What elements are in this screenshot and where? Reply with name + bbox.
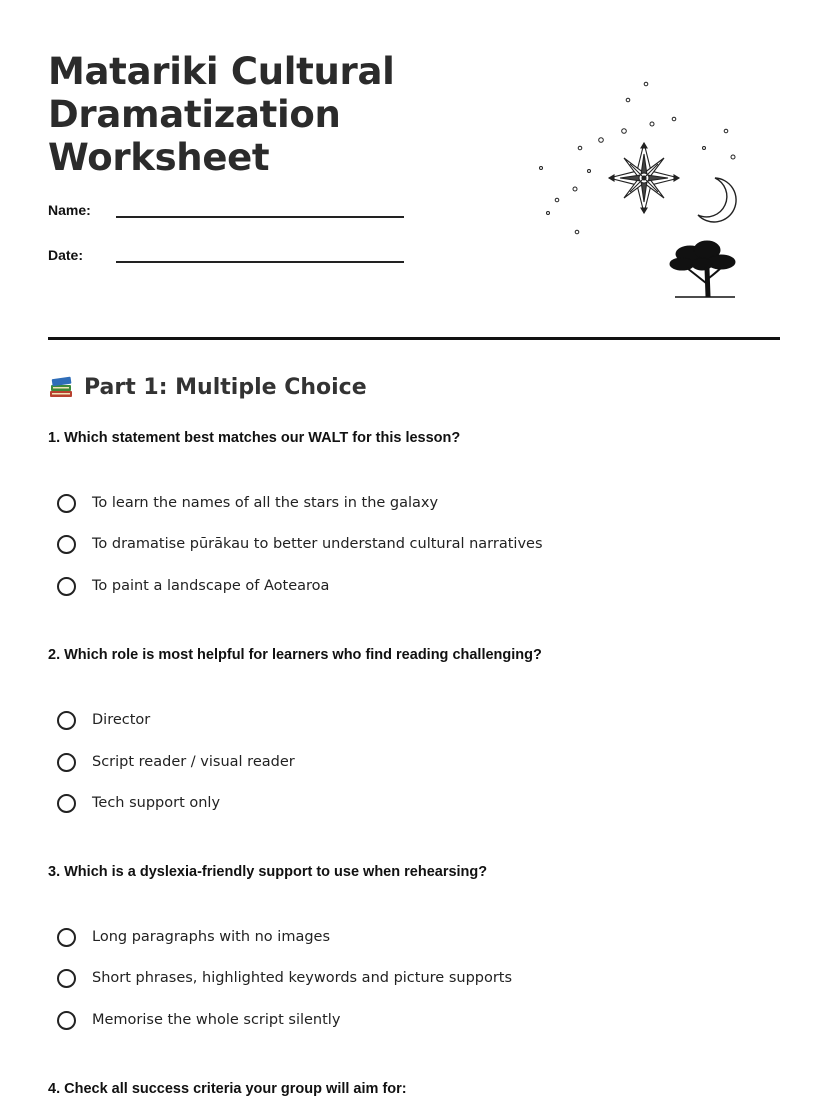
question-4: 4. Check all success criteria your group will aim for: xyxy=(48,1081,407,1097)
part-1-heading-text: Part 1: Multiple Choice xyxy=(84,374,367,400)
option-label: Director xyxy=(92,712,151,728)
part-1-heading xyxy=(48,374,367,400)
option-label: Tech support only xyxy=(92,795,221,811)
radio-button[interactable] xyxy=(57,753,76,772)
radio-button[interactable] xyxy=(57,535,76,554)
radio-button[interactable] xyxy=(57,969,76,988)
option-label: To paint a landscape of Aotearoa xyxy=(92,578,330,594)
title-line-2: Dramatization xyxy=(48,93,341,136)
radio-button[interactable] xyxy=(57,494,76,513)
crescent-moon-icon xyxy=(698,178,736,222)
header-divider xyxy=(48,337,780,340)
question-2-option-3[interactable] xyxy=(57,790,220,816)
radio-button[interactable] xyxy=(57,794,76,813)
option-label: Short phrases, highlighted keywords and picture supports xyxy=(92,970,513,986)
question-3-option-3[interactable] xyxy=(57,1007,340,1033)
question-1-option-2[interactable] xyxy=(57,531,543,557)
option-label: To dramatise pūrākau to better understand cultural narratives xyxy=(92,536,543,552)
name-label: Name: xyxy=(48,202,91,218)
date-field[interactable] xyxy=(116,245,404,263)
compass-star-icon xyxy=(609,143,679,213)
question-2-option-2[interactable] xyxy=(57,749,295,775)
name-field[interactable] xyxy=(116,200,404,218)
radio-button[interactable] xyxy=(57,711,76,730)
radio-button[interactable] xyxy=(57,928,76,947)
title-line-1: Matariki Cultural xyxy=(48,50,395,93)
books-icon xyxy=(48,374,74,400)
matariki-illustration xyxy=(530,78,745,303)
radio-button[interactable] xyxy=(57,577,76,596)
option-label: To learn the names of all the stars in the galaxy xyxy=(92,495,439,511)
date-field-row xyxy=(48,245,404,263)
question-3-option-2[interactable] xyxy=(57,965,512,991)
worksheet-title xyxy=(48,50,468,179)
stars-icon xyxy=(540,82,736,234)
question-3: 3. Which is a dyslexia-friendly support to use when rehearsing? xyxy=(48,864,488,880)
radio-button[interactable] xyxy=(57,1011,76,1030)
question-1-option-1[interactable] xyxy=(57,490,438,516)
date-label: Date: xyxy=(48,247,84,263)
tree-icon xyxy=(670,241,735,297)
name-field-row xyxy=(48,200,404,218)
option-label: Script reader / visual reader xyxy=(92,754,295,770)
question-1: 1. Which statement best matches our WALT for this lesson? xyxy=(48,430,461,446)
option-label: Memorise the whole script silently xyxy=(92,1012,341,1028)
option-label: Long paragraphs with no images xyxy=(92,929,331,945)
title-line-3: Worksheet xyxy=(48,136,270,179)
question-2-option-1[interactable] xyxy=(57,707,150,733)
question-1-option-3[interactable] xyxy=(57,573,329,599)
question-3-option-1[interactable] xyxy=(57,924,330,950)
question-2: 2. Which role is most helpful for learners who find reading challenging? xyxy=(48,647,542,663)
